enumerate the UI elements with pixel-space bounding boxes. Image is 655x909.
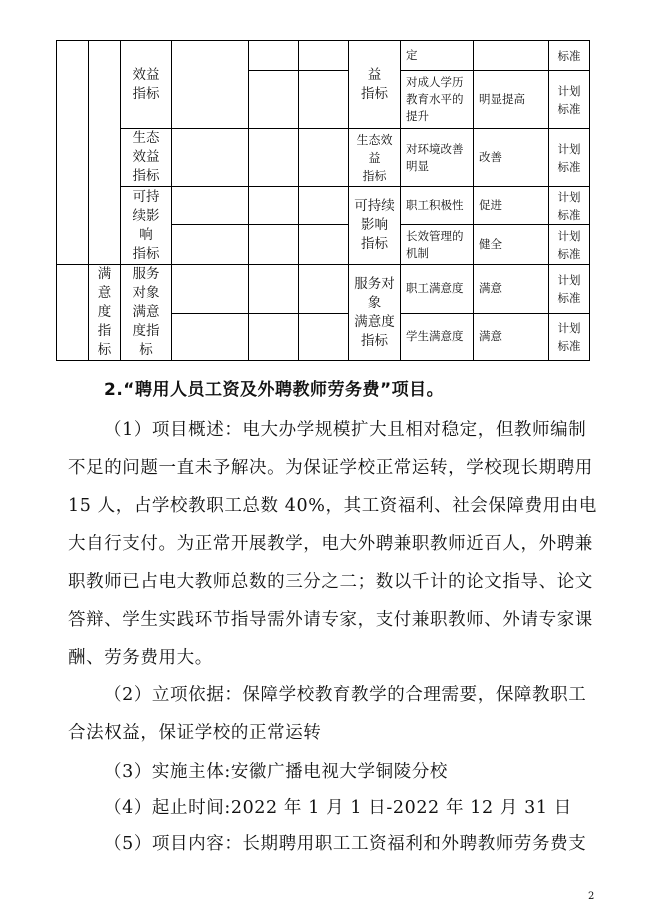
table-cell-blank [249, 265, 299, 314]
level2-repeat-cell: 服务对 象 满意度 指标 [349, 265, 401, 361]
level2-repeat-cell: 可持续 影响 指标 [349, 187, 401, 265]
table-cell-blank [249, 41, 299, 71]
content-line: （5）项目内容：长期聘用职工工资福利和外聘教师劳务费支 [104, 834, 587, 854]
table-cell-blank [249, 313, 299, 360]
value-cell [474, 41, 549, 71]
table-cell-blank [57, 41, 89, 265]
table-cell-blank [299, 187, 349, 225]
level2-cell: 可持 续影 响 指标 [121, 187, 172, 265]
standard-cell: 计划 标准 [549, 265, 590, 314]
section-heading: 2.“聘用人员工资及外聘教师劳务费”项目。 [104, 380, 445, 400]
overview-paragraph: （1）项目概述：电大办学规模扩大且相对稳定，但教师编制不足的问题一直未予解决。为保证学校正常运转，学校现长期聘用 15 人，占学校教职工总数 40%，其工资福利、社会保障费用由电大自行支付。为正常开展教学，电大外聘兼职教师近百人，外聘兼职教师已占电大教师总数的三分之二；数以千计的论文指导、论文答辩、学生实践环节指导需外请专家，支付兼职教师、外请专家课酬、劳务费用大。 [68, 420, 597, 668]
table-cell-blank [249, 129, 299, 187]
performance-indicator-table [56, 40, 590, 361]
table-cell-blank [299, 71, 349, 129]
value-cell: 促进 [474, 187, 549, 225]
indicator-cell: 职工积极性 [401, 187, 474, 225]
indicator-cell: 对成人学历教育水平的提升 [401, 71, 474, 129]
indicator-cell: 职工满意度 [401, 265, 474, 314]
level2-repeat-cell: 益 指标 [349, 41, 401, 129]
standard-cell: 计划 标准 [549, 129, 590, 187]
table-row [57, 187, 590, 225]
standard-cell: 计划 标准 [549, 313, 590, 360]
page-number: 2 [588, 891, 595, 902]
subject-line: （3）实施主体:安徽广播电视大学铜陵分校 [104, 762, 449, 782]
table-cell-blank [299, 313, 349, 360]
value-cell: 健全 [474, 225, 549, 265]
level2-cell: 生态 效益 指标 [121, 129, 172, 187]
standard-cell: 计划 标准 [549, 187, 590, 225]
table-cell-blank [249, 71, 299, 129]
table-cell-blank [299, 265, 349, 314]
value-cell: 满意 [474, 265, 549, 314]
table-cell-blank [57, 265, 89, 361]
indicator-cell: 对环境改善明显 [401, 129, 474, 187]
value-cell: 改善 [474, 129, 549, 187]
value-cell: 明显提高 [474, 71, 549, 129]
table-cell-blank [172, 265, 249, 314]
table-cell-blank [172, 313, 249, 360]
table-cell-blank [299, 41, 349, 71]
standard-cell: 计划 标准 [549, 71, 590, 129]
level2-repeat-cell: 生态效 益 指标 [349, 129, 401, 187]
standard-cell: 计划 标准 [549, 225, 590, 265]
level1-cell [89, 41, 121, 265]
table-row [57, 265, 590, 314]
table-cell-blank [172, 187, 249, 225]
basis-paragraph: （2）立项依据：保障学校教育教学的合理需要，保障教职工合法权益，保证学校的正常运转 [68, 685, 587, 743]
table-cell-blank [172, 225, 249, 265]
level1-cell: 满 意 度 指 标 [89, 265, 121, 361]
indicator-cell: 学生满意度 [401, 313, 474, 360]
table-row [57, 41, 590, 71]
standard-cell: 标准 [549, 41, 590, 71]
indicator-cell: 长效管理的机制 [401, 225, 474, 265]
value-cell: 满意 [474, 313, 549, 360]
table-cell-blank [172, 41, 249, 129]
table-cell-blank [299, 225, 349, 265]
indicator-cell: 定 [401, 41, 474, 71]
level2-cell: 服务 对象 满意 度指 标 [121, 265, 172, 361]
period-line: （4）起止时间:2022 年 1 月 1 日-2022 年 12 月 31 日 [104, 798, 572, 818]
table-row [57, 129, 590, 187]
level2-cell: 效益 指标 [121, 41, 172, 129]
table-cell-blank [172, 129, 249, 187]
table-cell-blank [249, 225, 299, 265]
table-cell-blank [299, 129, 349, 187]
table-cell-blank [249, 187, 299, 225]
